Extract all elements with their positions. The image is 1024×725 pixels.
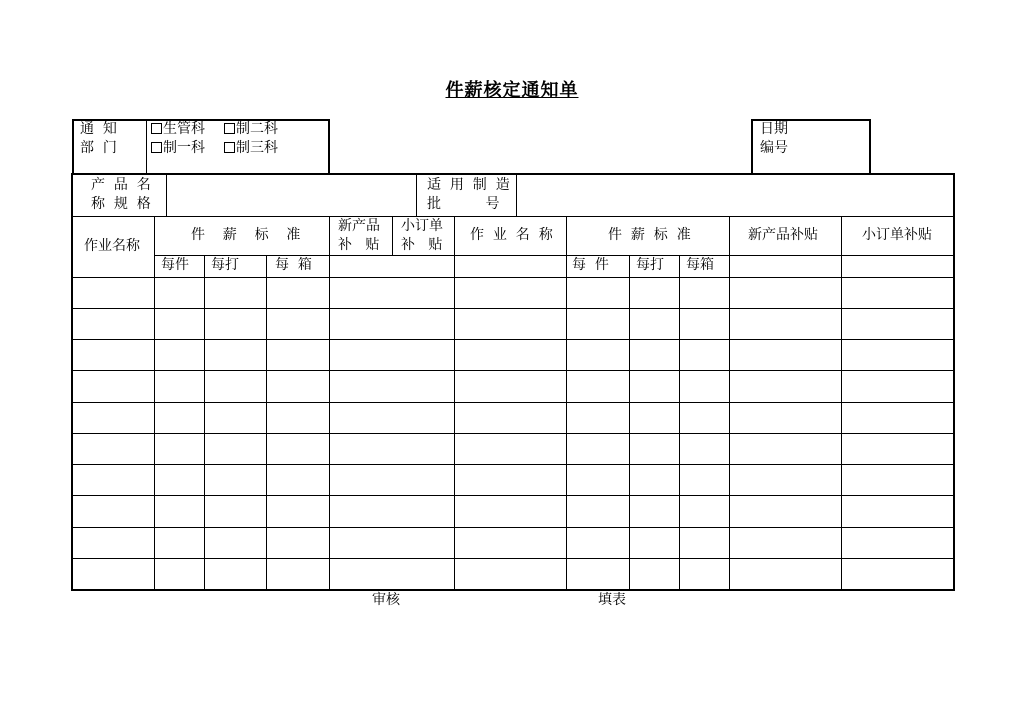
grid-line [204,255,205,590]
grid-line [454,255,566,256]
column-per-box-right: 每箱 [686,257,714,273]
column-small-order-subsidy-line2: 补 贴 [401,237,443,253]
grid-line [266,255,267,590]
grid-line [729,216,730,590]
batch-number-input[interactable] [518,176,952,214]
grid-line [154,216,155,590]
checkbox-icon[interactable] [151,142,162,153]
grid-line [516,174,517,216]
column-new-product-subsidy-line2: 补 贴 [338,237,380,253]
batch-number-label-line1: 适 用 制 造 [427,177,510,193]
grid-line [841,216,842,590]
grid-line [730,255,954,256]
column-per-piece-right: 每 件 [572,257,609,273]
grid-line [166,174,167,216]
grid-line [72,216,954,217]
column-piece-rate-standard: 件 薪 标 准 [191,227,301,243]
column-per-dozen-right: 每打 [636,257,664,273]
column-job-name-right: 作 业 名 称 [470,227,553,243]
grid-line [329,216,330,590]
grid-line [566,216,567,590]
column-per-box: 每 箱 [275,257,312,273]
option-manufacturing-3[interactable]: 制三科 [224,139,278,158]
page-title: 件薪核定通知单 [445,80,579,101]
column-new-product-subsidy-right: 新产品补贴 [748,227,818,243]
checkbox-icon[interactable] [224,142,235,153]
product-spec-input[interactable] [168,176,414,214]
grid-line [679,255,680,590]
grid-line [629,255,630,590]
number-label: 编号 [760,140,788,156]
column-new-product-subsidy-line1: 新产品 [338,218,380,234]
batch-number-label-line2: 批 号 [427,196,500,212]
product-spec-label-line2: 称 规 格 [91,196,151,212]
option-manufacturing-2[interactable]: 制二科 [224,120,278,139]
checkbox-icon[interactable] [151,123,162,134]
option-manufacturing-1[interactable]: 制一科 [151,139,205,158]
grid-line [416,174,417,216]
column-piece-rate-standard-right: 件 薪 标 准 [608,227,691,243]
product-spec-label-line1: 产 品 名 [91,177,151,193]
column-per-piece: 每件 [161,257,189,273]
column-small-order-subsidy-line1: 小订单 [401,218,443,234]
notice-divider [146,120,147,174]
column-job-name: 作业名称 [84,238,140,254]
checkbox-icon[interactable] [224,123,235,134]
option-production-management[interactable]: 生管科 [151,120,205,139]
grid-line [454,216,455,590]
column-per-dozen: 每打 [211,257,239,273]
filled-by-label: 填表 [598,592,626,608]
notice-label-line1: 通 知 [80,121,117,137]
grid-line [330,255,454,256]
reviewer-label: 审核 [372,592,400,608]
grid-line [392,216,393,255]
date-label: 日期 [760,121,788,137]
column-small-order-subsidy-right: 小订单补贴 [862,227,932,243]
notice-label-line2: 部 门 [80,140,117,156]
